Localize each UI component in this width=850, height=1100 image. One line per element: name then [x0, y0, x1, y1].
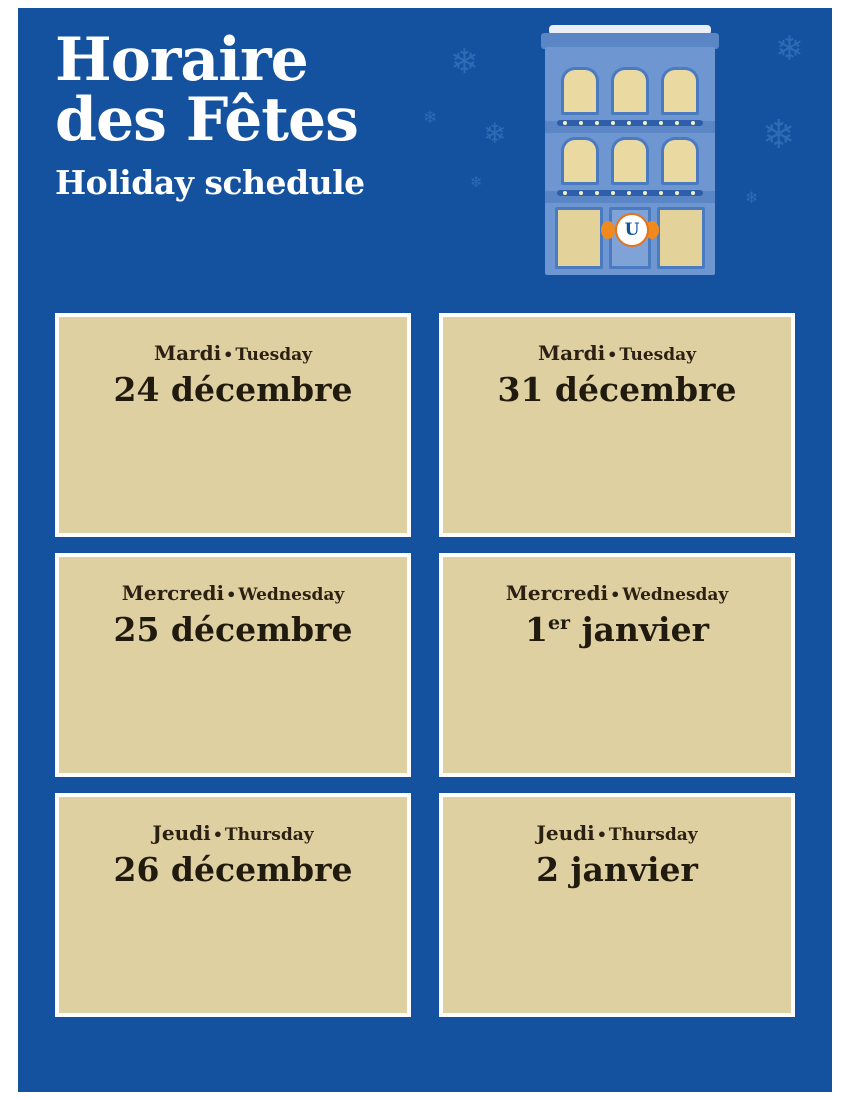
card-date-main: 26 décembre [113, 850, 353, 889]
card-day-en: Thursday [608, 825, 698, 845]
card-day-line [59, 821, 407, 847]
window [561, 67, 599, 115]
card-day-separator: • [226, 585, 237, 604]
store-logo-letter: U [624, 220, 640, 240]
card-date-main: 24 décembre [113, 370, 353, 409]
page-title-line1: Horaire [55, 25, 308, 95]
card-date-main: 31 décembre [497, 370, 737, 409]
card-day-separator: • [610, 585, 621, 604]
schedule-card [55, 793, 411, 1017]
card-day-line [443, 341, 791, 367]
schedule-card [439, 553, 795, 777]
schedule-cell [55, 793, 425, 1033]
schedule-cell [425, 553, 795, 793]
snowflake-icon: ❄ [745, 188, 759, 207]
window [611, 67, 649, 115]
snowflake-icon: ❄ [762, 112, 796, 158]
card-day-en: Tuesday [619, 345, 697, 365]
snowflake-icon: ❄ [423, 108, 438, 128]
card-day-line [443, 581, 791, 607]
card-day-en: Wednesday [622, 585, 729, 605]
card-day-separator: • [596, 825, 607, 844]
card-day-en: Wednesday [238, 585, 345, 605]
card-date-main: 25 décembre [113, 610, 353, 649]
garland [557, 120, 703, 126]
poster-header [55, 25, 475, 204]
page-title-line2: des Fêtes [55, 85, 358, 155]
card-date [443, 849, 791, 891]
snowflake-icon: ❄ [450, 42, 479, 82]
card-day-fr: Mercredi [505, 581, 609, 605]
schedule-card [55, 553, 411, 777]
card-date [443, 369, 791, 411]
card-date [59, 369, 407, 411]
card-date-superscript: er [547, 612, 571, 634]
window [661, 137, 699, 185]
snowflake-icon: ❄ [775, 29, 804, 69]
schedule-card [439, 793, 795, 1017]
card-day-line [59, 581, 407, 607]
page-subtitle: Holiday schedule [55, 163, 365, 202]
store-logo [615, 213, 649, 247]
card-day-fr: Jeudi [536, 821, 595, 845]
card-date-main: 2 janvier [536, 850, 698, 889]
schedule-cell [55, 553, 425, 793]
snowflake-icon: ❄ [483, 117, 507, 150]
snowflake-icon: ❄ [470, 173, 483, 191]
card-date [59, 609, 407, 651]
card-day-fr: Jeudi [152, 821, 211, 845]
card-date [443, 609, 791, 651]
schedule-cell [425, 313, 795, 553]
card-date [59, 849, 407, 891]
card-day-separator: • [223, 345, 234, 364]
card-day-fr: Mercredi [121, 581, 225, 605]
bow-left [601, 221, 615, 239]
schedule-cell [55, 313, 425, 553]
shop-window-left [555, 207, 603, 269]
card-day-separator: • [212, 825, 223, 844]
shop-window-right [657, 207, 705, 269]
schedule-grid [55, 313, 795, 1033]
card-day-line [443, 821, 791, 847]
card-day-separator: • [607, 345, 618, 364]
schedule-cell [425, 793, 795, 1033]
window [661, 67, 699, 115]
storefront-illustration [535, 25, 725, 280]
card-date-tail: janvier [570, 610, 709, 649]
card-day-en: Thursday [224, 825, 314, 845]
schedule-card [55, 313, 411, 537]
garland [557, 190, 703, 196]
window [561, 137, 599, 185]
card-day-fr: Mardi [537, 341, 606, 365]
card-day-line [59, 341, 407, 367]
schedule-card [439, 313, 795, 537]
card-date-main: 1 [525, 610, 548, 649]
card-day-en: Tuesday [235, 345, 313, 365]
card-day-fr: Mardi [153, 341, 222, 365]
window [611, 137, 649, 185]
